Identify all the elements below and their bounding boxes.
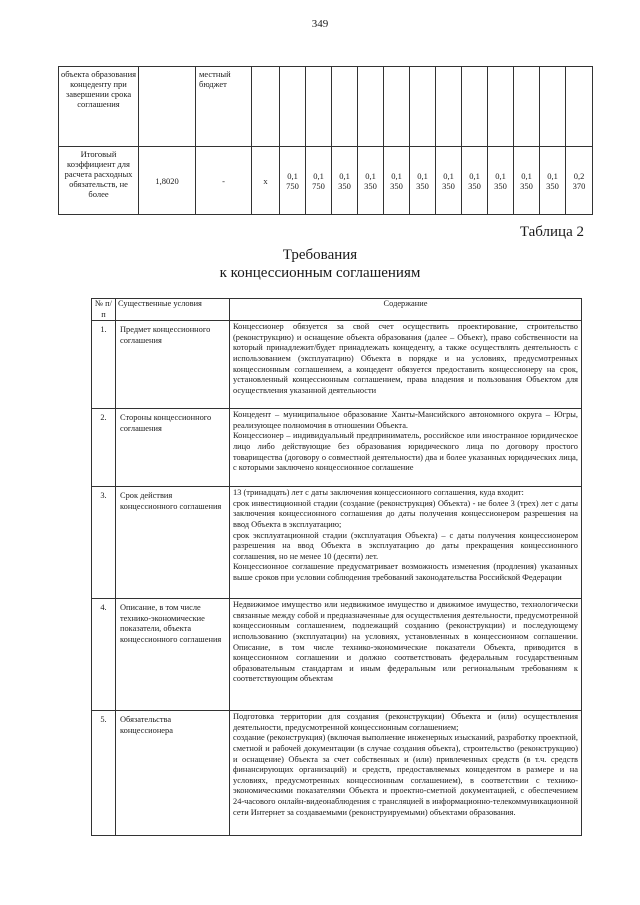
row-content: [230, 409, 582, 487]
section-subtitle: к концессионным соглашениям: [219, 265, 421, 281]
x-cell: х: [252, 147, 280, 215]
table-row: [92, 321, 582, 409]
top-table-row: [59, 67, 593, 147]
coef-top: 0,2 370: [572, 170, 586, 191]
empty-cell: [139, 67, 196, 147]
coef-top: 0,1 750: [312, 170, 325, 191]
table-header-row: [92, 299, 582, 321]
coef-top: 0,1 350: [364, 170, 377, 191]
coefficient-cell: [436, 147, 462, 215]
table-row: [92, 599, 582, 711]
coefficient-cell: [410, 147, 436, 215]
content-paragraph: срок инвестиционной стадии (создание (реконструкция) Объекта) - не более 3 (трех) лет с даты заключения концессионного соглашения до даты получения концессионером разрешения на ввод Объекта в эксплуатацию;: [233, 498, 578, 529]
empty-cell: [384, 67, 410, 147]
empty-cell: [410, 67, 436, 147]
table-row: [92, 711, 582, 836]
row-label: объекта образования концеденту при завершении срока соглашения: [59, 67, 139, 147]
coefficient-cell: [488, 147, 514, 215]
content-paragraph: Подготовка территории для создания (реконструкции) Объекта и (или) осуществления деятельности, предусмотренной концессионным соглашением;: [233, 712, 578, 732]
coefficient-cell: [332, 147, 358, 215]
empty-cell: [540, 67, 566, 147]
funding-source: местный бюджет: [196, 67, 252, 147]
coef-top: 0,1 350: [520, 170, 533, 191]
content-paragraph: срок эксплуатационной стадии (эксплуатация Объекта) – с даты получения концессионером разрешения на ввод Объекта в эксплуатацию до даты прекращения концессионного соглашения, но не менее 10 (десяти) лет.: [233, 530, 578, 561]
row-content: Концессионер обязуется за свой счет осуществить проектирование, строительство (реконструкцию) и оснащение объекта образования (далее – Объект), право собственности на который принадлежит/будет принадлежать концеденту, а также осуществлять деятельность с использованием (эксплуатацию) Объекта в порядке и на условиях, предусмотренных концессионным соглашением, а концедент обязуется предоставить концессионеру на срок, установленный концессионным соглашением, права владения и пользования Объектом для осуществления указанной деятельности: [230, 321, 582, 409]
coefficient-cell: [280, 147, 306, 215]
coef-top: 0,1 350: [546, 170, 559, 191]
coef-top: 0,1 350: [416, 170, 429, 191]
table-row: [92, 487, 582, 599]
empty-cell: [462, 67, 488, 147]
empty-cell: [488, 67, 514, 147]
content-paragraph: Концессионер – индивидуальный предприниматель, российское или иностранное юридическое лицо либо действующие без образования юридического лица по договору простого товарищества (договору о совместной деятельности) два и более указанных юридических лица, с которыми заключено концессионное соглашение: [233, 431, 578, 473]
coef-top: 0,1 350: [442, 170, 455, 191]
coefficient-cell: [566, 147, 593, 215]
table-row: [92, 409, 582, 487]
header-num: № п/п: [92, 299, 116, 321]
row-number: 4.: [92, 599, 116, 711]
row-number: 1.: [92, 321, 116, 409]
row-condition: Описание, в том числе технико-экономические показатели, объекта концессионного соглашения: [116, 599, 230, 711]
empty-cell: [566, 67, 593, 147]
row-label: Итоговый коэффициент для расчета расходных обязательств, не более: [59, 147, 139, 215]
coefficient-cell: [306, 147, 332, 215]
coef-top: 0,1 750: [286, 170, 299, 191]
row-condition: Обязательства концессионера: [116, 711, 230, 836]
row-number: 5.: [92, 711, 116, 836]
row-number: 2.: [92, 409, 116, 487]
top-table: [58, 66, 593, 215]
empty-cell: [332, 67, 358, 147]
coefficient-cell: [384, 147, 410, 215]
requirements-table: [91, 298, 582, 836]
coef-top: 0,1 350: [468, 170, 481, 191]
coefficient-cell: [514, 147, 540, 215]
coefficient-cell: [540, 147, 566, 215]
top-table-row: [59, 147, 593, 215]
coef-top: 0,1 350: [338, 170, 351, 191]
row-content: [230, 711, 582, 836]
empty-cell: [514, 67, 540, 147]
content-paragraph: Концедент – муниципальное образование Ханты-Мансийского автономного округа – Югры, реализующее полномочия в отношении Объекта.: [233, 410, 578, 430]
section-title: Требования: [282, 247, 358, 263]
page-number: 349: [311, 18, 329, 30]
row-condition: Срок действия концессионного соглашения: [116, 487, 230, 599]
empty-cell: [280, 67, 306, 147]
header-content: Содержание: [230, 299, 582, 321]
empty-cell: [252, 67, 280, 147]
coef-top: 0,1 350: [390, 170, 403, 191]
empty-cell: [358, 67, 384, 147]
table-label: Таблица 2: [519, 224, 584, 240]
row-content: [230, 487, 582, 599]
content-paragraph: создание (реконструкция) (включая выполнение инженерных изысканий, разработку проектной, сметной и рабочей документации (в случае создания объекта), строительство (реконструкцию) и оснащение) Объекта за счет собственных и (или) привлеченных средств (в т.ч. средств финансирующих организаций) и средств, предоставляемых концедентом в размере и на условиях, предусмотренных концессионным соглашением), в соответствии с технико-экономическими показателями Объекта и проектно-сметной документацией, с обеспечением 24-часового онлайн-видеонаблюдения с трансляцией в информационно-телекоммуникационной сети Интернет за создаваемыми (реконструируемыми) объектами образования.: [233, 733, 578, 817]
row-condition: Стороны концессионного соглашения: [116, 409, 230, 487]
row-number: 3.: [92, 487, 116, 599]
header-condition: Существенные условия: [116, 299, 230, 321]
empty-cell: [306, 67, 332, 147]
content-paragraph: 13 (тринадцать) лет с даты заключения концессионного соглашения, куда входит:: [233, 488, 524, 498]
coef-top: 0,1 350: [494, 170, 507, 191]
row-content: Недвижимое имущество или недвижимое имущество и движимое имущество, технологически связанные между собой и предназначенные для осуществления деятельности, предусмотренной концессионным соглашением, подлежащий созданию (реконструкции) и последующему использованию (эксплуатации) на условиях, установленных в концессионном соглашении. Описание, в том числе технико-экономические показатели Объекта, приводится в концессионном соглашении и должно соответствовать федеральным государственным образовательным стандартам и иным федеральным или региональным требованиям к соответствующим объектам: [230, 599, 582, 711]
coefficient-cell: [462, 147, 488, 215]
row-condition: Предмет концессионного соглашения: [116, 321, 230, 409]
total-value: 1,8020: [139, 147, 196, 215]
coefficient-cell: [358, 147, 384, 215]
content-paragraph: Концессионное соглашение предусматривает возможность изменения (продления) указанных выше сроков при условии соблюдения требований законодательства Российской Федерации: [233, 562, 578, 582]
dash-cell: -: [196, 147, 252, 215]
empty-cell: [436, 67, 462, 147]
